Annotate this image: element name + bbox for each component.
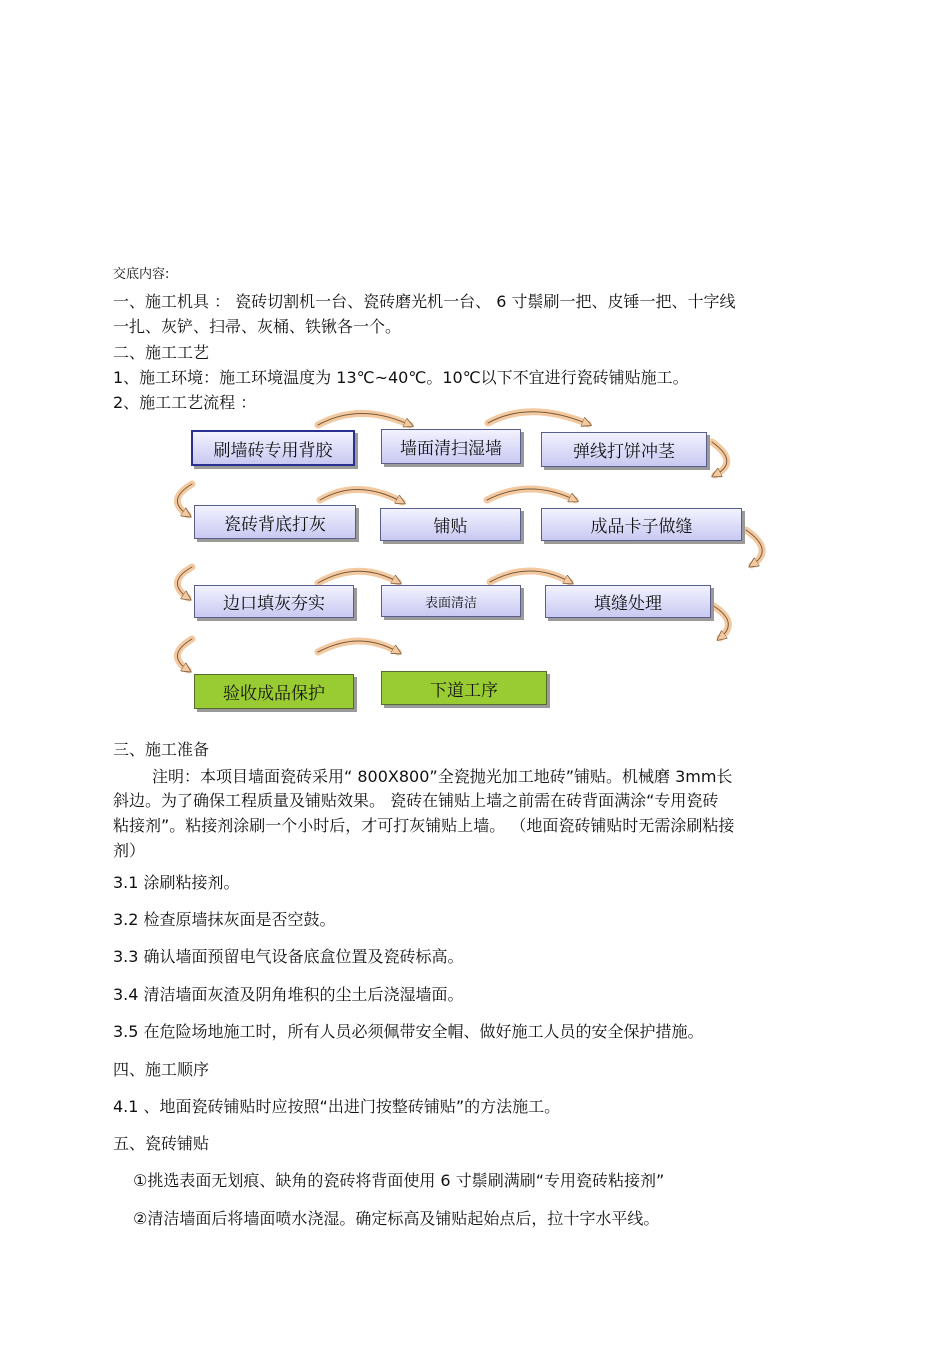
flow-step-3: 弹线打饼冲茎 <box>541 432 707 467</box>
arrow-3-4 <box>712 442 727 475</box>
flow-step-1: 刷墙砖专用背胶 <box>191 430 355 466</box>
flow-step-5: 铺贴 <box>380 508 521 541</box>
item-3-4: 3.4 清洁墙面灰渣及阴角堆积的尘土后浇湿墙面。 <box>113 985 464 1004</box>
item-3-5: 3.5 在危险场地施工时，所有人员必须佩带安全帽、做好施工人员的安全保护措施。 <box>113 1022 704 1041</box>
sec2-item1: 1、施工环境：施工环境温度为 13℃~40℃。10℃以下不宜进行瓷砖铺贴施工。 <box>113 368 689 387</box>
doc-heading: 交底内容: <box>113 267 170 282</box>
sec2-item2: 2、施工工艺流程 ： <box>113 393 257 412</box>
sec2-title: 二、施工工艺 <box>113 343 210 362</box>
sec5-title: 五、瓷砖铺贴 <box>113 1134 210 1153</box>
arrow-6-7 <box>746 530 762 565</box>
item-4-1: 4.1 、地面瓷砖铺贴时应按照“出进门按整砖铺贴”的方法施工。 <box>113 1097 561 1116</box>
item-3-2: 3.2 检查原墙抹灰面是否空鼓。 <box>113 910 336 929</box>
item-5-1: ①挑选表面无划痕、缺角的瓷砖将背面使用 6 寸鬃刷满刷“专用瓷砖粘接剂” <box>133 1171 665 1190</box>
flow-step-9: 填缝处理 <box>545 585 711 618</box>
arrow-9-10 <box>712 605 728 638</box>
sec3-note-line4: 剂） <box>113 841 146 860</box>
flow-step-8: 表面清洁 <box>424 595 477 611</box>
sec3-note-line3: 粘接剂”。粘接剂涂刷一个小时后，才可打灰铺贴上墙。 （地面瓷砖铺贴时无需涂刷粘接 <box>113 816 735 835</box>
flow-step-2: 墙面清扫湿墙 <box>381 429 521 464</box>
flow-step-7: 边口填灰夯实 <box>194 585 354 618</box>
item-5-2: ②清洁墙面后将墙面喷水浇湿。确定标高及铺贴起始点后，拉十字水平线。 <box>133 1209 660 1228</box>
item-3-1: 3.1 涂刷粘接剂。 <box>113 873 240 892</box>
flow-step-11: 下道工序 <box>381 671 547 705</box>
sec3-title: 三、施工准备 <box>113 740 210 759</box>
sec3-note-line1: 注明：本项目墙面瓷砖采用“ 800X800”全瓷抛光加工地砖”铺贴。机械磨 3mm长 <box>152 767 733 786</box>
flow-step-6: 成品卡子做缝 <box>541 508 742 541</box>
item-3-3: 3.3 确认墙面预留电气设备底盒位置及瓷砖标高。 <box>113 947 464 966</box>
sec1-line1: 一、施工机具 ： 瓷砖切割机一台、瓷砖磨光机一台、 6 寸鬃刷一把、皮锤一把、十字线 <box>113 292 736 311</box>
sec3-note-line2: 斜边。为了确保工程质量及铺贴效果。 瓷砖在铺贴上墙之前需在砖背面满涂“专用瓷砖 <box>113 791 719 810</box>
sec1-line2: 一扎、灰铲、扫帚、灰桶、铁锹各一个。 <box>113 317 402 336</box>
flow-step-8-box <box>381 585 521 617</box>
arrow-2-3 <box>488 412 588 424</box>
flow-step-10: 验收成品保护 <box>194 674 354 709</box>
flow-step-4: 瓷砖背底打灰 <box>194 505 356 539</box>
sec4-title: 四、施工顺序 <box>113 1060 210 1079</box>
